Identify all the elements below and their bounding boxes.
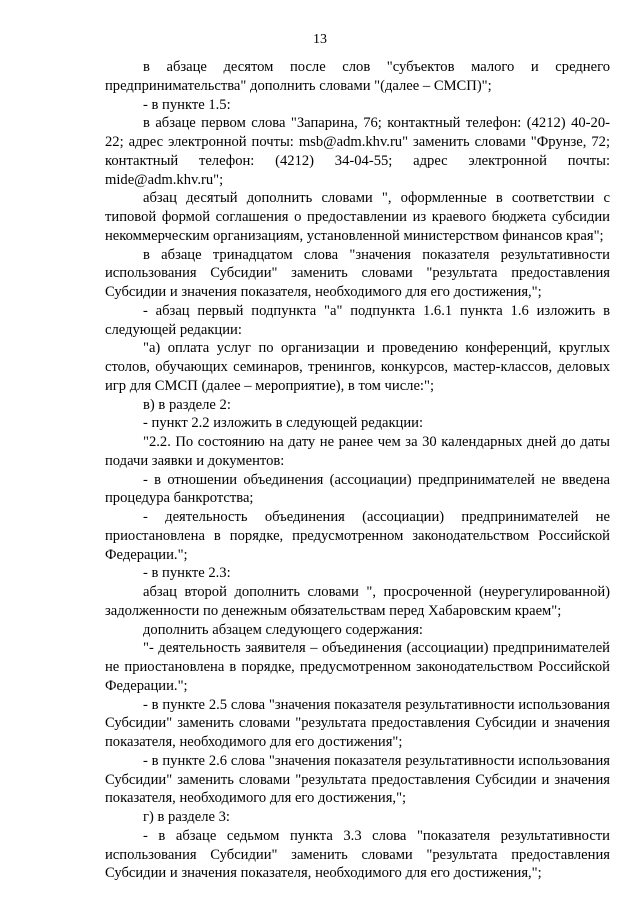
paragraph: в) в разделе 2: (143, 396, 231, 413)
paragraph: "а) оплата услуг по организации и проведению конференций, круглых столов, обучающих семинаров, тренингов, конкурсов, мастер-классов, деловых игр для СМСП (далее – мероприятие), в том числе:"; (105, 340, 610, 394)
document-body (105, 58, 610, 883)
paragraph: - в отношении объединения (ассоциации) предпринимателей не введена процедура банкротства; (105, 471, 610, 507)
paragraph: - деятельность объединения (ассоциации) предпринимателей не приостановлена в порядке, предусмотренном законодательством Российской Федерации."; (105, 509, 610, 563)
paragraph: - пункт 2.2 изложить в следующей редакции: (143, 415, 424, 432)
paragraph: в абзаце десятом после слов "субъектов малого и среднего предпринимательства" дополнить словами "(далее – СМСП)"; (105, 59, 610, 94)
paragraph: "2.2. По состоянию на дату не ранее чем за 30 календарных дней до даты подачи заявки и документов: (105, 434, 610, 469)
page-number: 13 (313, 32, 327, 47)
paragraph: абзац второй дополнить словами ", просроченной (неурегулированной) задолженности по денежным обязательствам перед Хабаровским краем"; (105, 584, 610, 619)
paragraph: в абзаце тринадцатом слова "значения показателя результативности использования Субсидии" заменить словами "результата предоставления Субсидии и значения показателя, необходимого для его достижения,"; (105, 246, 610, 300)
paragraph: - абзац первый подпункта "а" подпункта 1.6.1 пункта 1.6 изложить в следующей редакции: (105, 302, 610, 338)
paragraph: "- деятельность заявителя – объединения (ассоциации) предпринимателей не приостановлена в порядке, предусмотренном законодательством Российской Федерации."; (105, 640, 610, 694)
paragraph: - в пункте 2.5 слова "значения показателя результативности использования Субсидии" заменить словами "результата предоставления Субсидии и значения показателя, необходимого для его достижения"; (105, 696, 610, 750)
paragraph: - в пункте 2.6 слова "значения показателя результативности использования Субсидии" заменить словами "результата предоставления Субсидии и значения показателя, необходимого для его достижения,"; (105, 752, 610, 807)
paragraph: абзац десятый дополнить словами ", оформленные в соответствии с типовой формой соглашения о предоставлении из краевого бюджета субсидии некоммерческим организациям, установленной министерством финансов края"; (105, 190, 610, 244)
paragraph: - в пункте 1.5: (143, 96, 231, 113)
paragraph: дополнить абзацем следующего содержания: (143, 621, 423, 638)
paragraph: - в пункте 2.3: (143, 565, 231, 582)
paragraph: г) в разделе 3: (143, 809, 230, 825)
paragraph: в абзаце первом слова "Запарина, 76; контактный телефон: (4212) 40-20-22; адрес электронной почты: msb@adm.khv.ru" заменить словами "Фрунзе, 72; контактный телефон: (4212) 34-04-55; адрес электронной почты: mide@adm.khv.ru"; (105, 115, 610, 188)
paragraph: - в абзаце седьмом пункта 3.3 слова "показателя результативности использования Субсидии" заменить словами "результата предоставления Субсидии и значения показателя, необходимого для его достижения,"; (105, 827, 610, 882)
